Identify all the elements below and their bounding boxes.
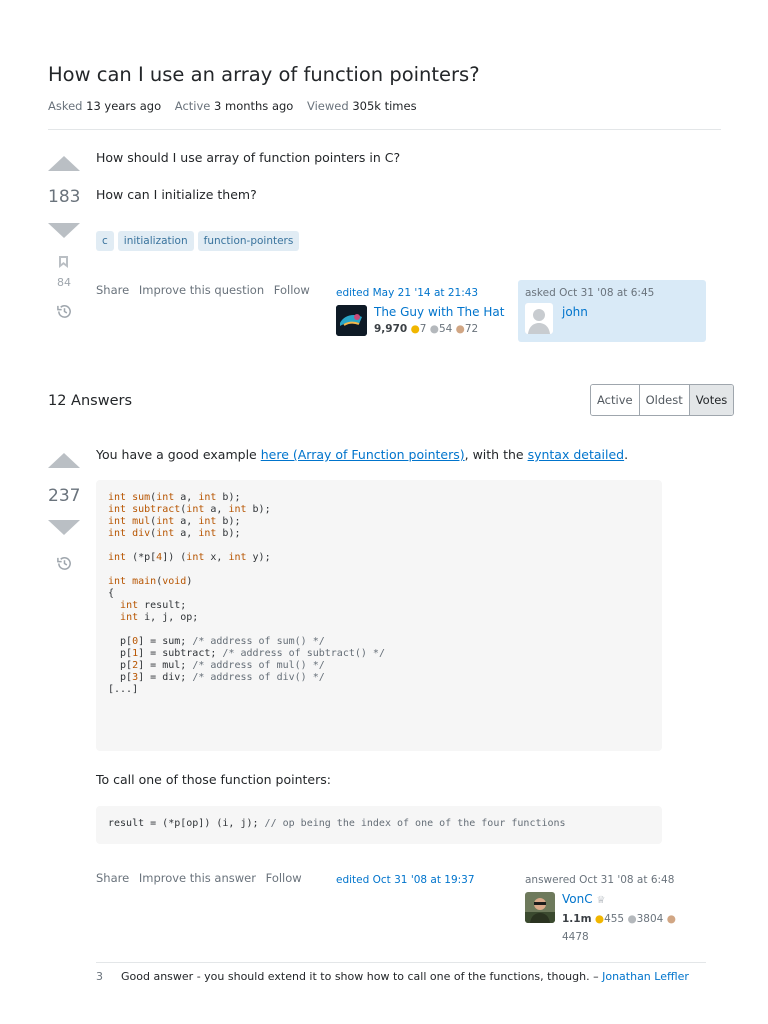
comment [121, 970, 689, 983]
answer-intro: You have a good example here (Array of Function pointers), with the syntax detailed. [96, 447, 629, 462]
asked-value: 13 years ago [86, 99, 162, 113]
tag-initialization[interactable]: initialization [118, 231, 194, 251]
question-meta [48, 99, 427, 113]
question-title[interactable]: How can I use an array of function pointers? [48, 63, 480, 86]
question-body-line-2: How can I initialize them? [96, 187, 257, 202]
editor-reputation: 9,970 ●7 ●54 ●72 [374, 323, 479, 335]
syntax-detailed-link[interactable]: syntax detailed [527, 447, 625, 462]
question-score: 183 [48, 187, 81, 207]
answer-upvote-icon[interactable] [48, 453, 80, 468]
answer-history-icon[interactable] [56, 555, 73, 576]
code-block-call: result = (*p[op]) (i, j); // op being the index of one of the four functions [96, 806, 662, 844]
answerer-reputation: 1.1m ●455 ●3804 ● 4478 [562, 913, 676, 943]
answer-post-menu [96, 871, 308, 885]
sort-tab-votes[interactable]: Votes [689, 385, 734, 415]
answers-count: 12 Answers [48, 393, 133, 409]
sort-tab-active[interactable]: Active [591, 385, 639, 415]
asker-avatar[interactable] [525, 303, 553, 334]
answerer-avatar[interactable] [525, 892, 555, 923]
header-divider [48, 129, 721, 130]
code-block: int sum(int a, int b); int subtract(int a, int b); int mul(int a, int b); int div(int a, int b); int (*p[4]) (int x, int y); int main(void) { int result; int i, j, op; p[0] = sum; /* address of sum() */ p[1] = subtract; /* address of subtract() */ p[2] = mul; /* address of mul() */ p[3] = div; /* address of div() */ [...] [96, 480, 662, 751]
question-downvote-icon[interactable] [48, 223, 80, 238]
answerer-name[interactable]: VonC ♕ [562, 892, 606, 906]
question-upvote-icon[interactable] [48, 156, 80, 171]
asker-name[interactable]: john [562, 305, 588, 319]
editor-avatar[interactable] [336, 305, 367, 336]
comment-score: 3 [96, 970, 103, 983]
bookmark-count: 84 [57, 276, 71, 289]
tag-c[interactable]: c [96, 231, 114, 251]
call-text: To call one of those function pointers: [96, 772, 331, 787]
asked-timestamp: asked Oct 31 '08 at 6:45 [525, 287, 655, 299]
comment-divider [96, 962, 706, 963]
active-label: Active [174, 99, 211, 113]
editor-name[interactable]: The Guy with The Hat [374, 305, 505, 319]
bookmark-icon[interactable] [58, 254, 69, 273]
question-body-line-1: How should I use array of function pointers in C? [96, 150, 401, 165]
active-value[interactable]: 3 months ago [214, 99, 294, 113]
answer-follow-link[interactable]: Follow [265, 871, 302, 885]
array-of-function-pointers-link[interactable]: here (Array of Function pointers) [260, 447, 465, 462]
tag-function-pointers[interactable]: function-pointers [198, 231, 300, 251]
answer-downvote-icon[interactable] [48, 520, 80, 535]
history-icon[interactable] [56, 303, 73, 324]
answer-edited-timestamp[interactable]: edited Oct 31 '08 at 19:37 [336, 874, 475, 886]
viewed-value: 305k times [352, 99, 417, 113]
edited-timestamp[interactable]: edited May 21 '14 at 21:43 [336, 287, 479, 299]
improve-answer-link[interactable]: Improve this answer [138, 871, 256, 885]
sort-tab-oldest[interactable]: Oldest [639, 385, 689, 415]
answer-score: 237 [48, 486, 81, 506]
comment-text: Good answer - you should extend it to show how to call one of the functions, though. – [121, 970, 599, 983]
viewed-label: Viewed [307, 99, 349, 113]
answered-timestamp: answered Oct 31 '08 at 6:48 [525, 874, 675, 886]
comment-author[interactable]: Jonathan Leffler [602, 970, 689, 983]
follow-link[interactable]: Follow [273, 283, 310, 297]
improve-question-link[interactable]: Improve this question [138, 283, 265, 297]
share-link[interactable]: Share [96, 283, 130, 297]
question-post-menu [96, 283, 316, 297]
answer-sort-tabs [590, 384, 734, 416]
asked-label: Asked [48, 99, 83, 113]
tag-list [96, 231, 299, 251]
answer-share-link[interactable]: Share [96, 871, 130, 885]
trophy-icon: ♕ [596, 895, 606, 906]
